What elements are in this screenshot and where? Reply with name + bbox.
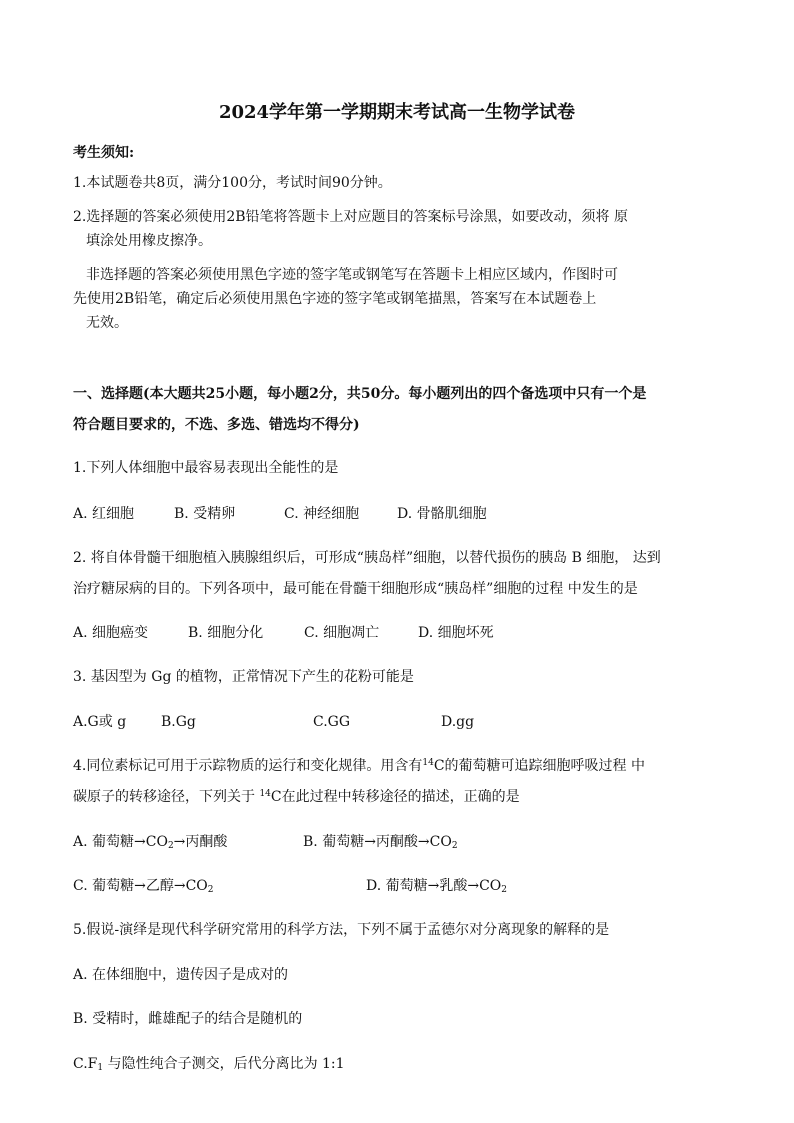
question-2-stem-line-1: 2. 将自体骨髓干细胞植入胰腺组织后，可形成“胰岛样”细胞，以替代损伤的胰岛 B 细胞， 达到	[73, 550, 661, 566]
question-4-option-b: B. 葡萄糖→丙酮酸$\to CO_2$	[303, 834, 458, 851]
question-5-option-b: B. 受精时，雌雄配子的结合是随机的	[73, 1011, 303, 1027]
question-5-option-a: A. 在体细胞中，遗传因子是成对的	[73, 967, 289, 983]
notice-item-3-line-1: 非选择题的答案必须使用黑色字迹的签字笔或钢笔写在答题卡上相应区域内，作图时可	[86, 267, 618, 283]
notice-item-1: 1.本试题卷共8页，满分100分，考试时间90分钟。	[73, 175, 392, 191]
question-4-option-a: A. 葡萄糖$\to CO_2\to$丙酮酸	[73, 834, 228, 851]
question-2-option-c: C. 细胞凋亡	[304, 625, 380, 641]
notice-item-3-line-2: 先使用2B铅笔，确定后必须使用黑色字迹的签字笔或钢笔描黑，答案写在本试题卷上	[73, 291, 597, 307]
question-1-option-d: D. 骨骼肌细胞	[397, 506, 487, 522]
question-3-option-a: A.G或 g	[73, 714, 127, 730]
notice-item-2-line-1: 2.选择题的答案必须使用2B铅笔将答题卡上对应题目的答案标号涂黑，如要改动，须将 原	[73, 209, 629, 225]
question-4-option-c: C. 葡萄糖→乙醇$\to CO_2$	[73, 878, 214, 895]
question-1-stem: 1.下列人体细胞中最容易表现出全能性的是	[73, 460, 339, 476]
question-1-option-c: C. 神经细胞	[284, 506, 360, 522]
question-1-option-a: A. 红细胞	[73, 506, 135, 522]
question-4-option-d: D. 葡萄糖→乳酸$\to CO_2$	[366, 878, 508, 895]
question-3-option-c: C.GG	[313, 714, 351, 730]
question-2-option-d: D. 细胞坏死	[418, 625, 494, 641]
notice-item-3-line-3: 无效。	[86, 315, 128, 331]
notice-item-2-line-2: 填涂处用橡皮擦净。	[86, 233, 212, 249]
question-2-stem-line-2: 治疗糖尿病的目的。下列各项中，最可能在骨髓干细胞形成“胰岛样”细胞的过程 中发生的是	[73, 581, 638, 597]
question-2-option-a: A. 细胞癌变	[73, 625, 149, 641]
question-1-option-b: B. 受精卵	[174, 506, 236, 522]
notice-heading: 考生须知:	[73, 145, 135, 161]
section-heading-line-1: 一、选择题(本大题共25小题，每小题2分，共50分。每小题列出的四个备选项中只有一个是	[73, 386, 647, 402]
question-5-stem: 5.假说-演绎是现代科学研究常用的科学方法，下列不属于孟德尔对分离现象的解释的是	[73, 922, 610, 938]
question-5-option-c: $C.F_1$ 与隐性纯合子测交，后代分离比为 1:1	[73, 1056, 345, 1073]
question-3-option-d: D.gg	[441, 714, 475, 730]
question-2-option-b: B. 细胞分化	[188, 625, 264, 641]
question-3-option-b: B.Gg	[161, 714, 196, 730]
question-4-stem-line-2: 碳原子的转移途径，下列关于 $^{14}$C在此过程中转移途径的描述，正确的是	[73, 789, 520, 805]
section-heading-line-2: 符合题目要求的，不选、多选、错选均不得分)	[73, 417, 360, 433]
question-3-stem: 3. 基因型为 Gg 的植物，正常情况下产生的花粉可能是	[73, 669, 414, 685]
page-title: 2024学年第一学期期末考试高一生物学试卷	[218, 102, 576, 123]
question-4-stem-line-1: 4.同位素标记可用于示踪物质的运行和变化规律。用含有$^{14}$C的葡萄糖可追踪细胞呼吸过程 中	[73, 758, 645, 774]
